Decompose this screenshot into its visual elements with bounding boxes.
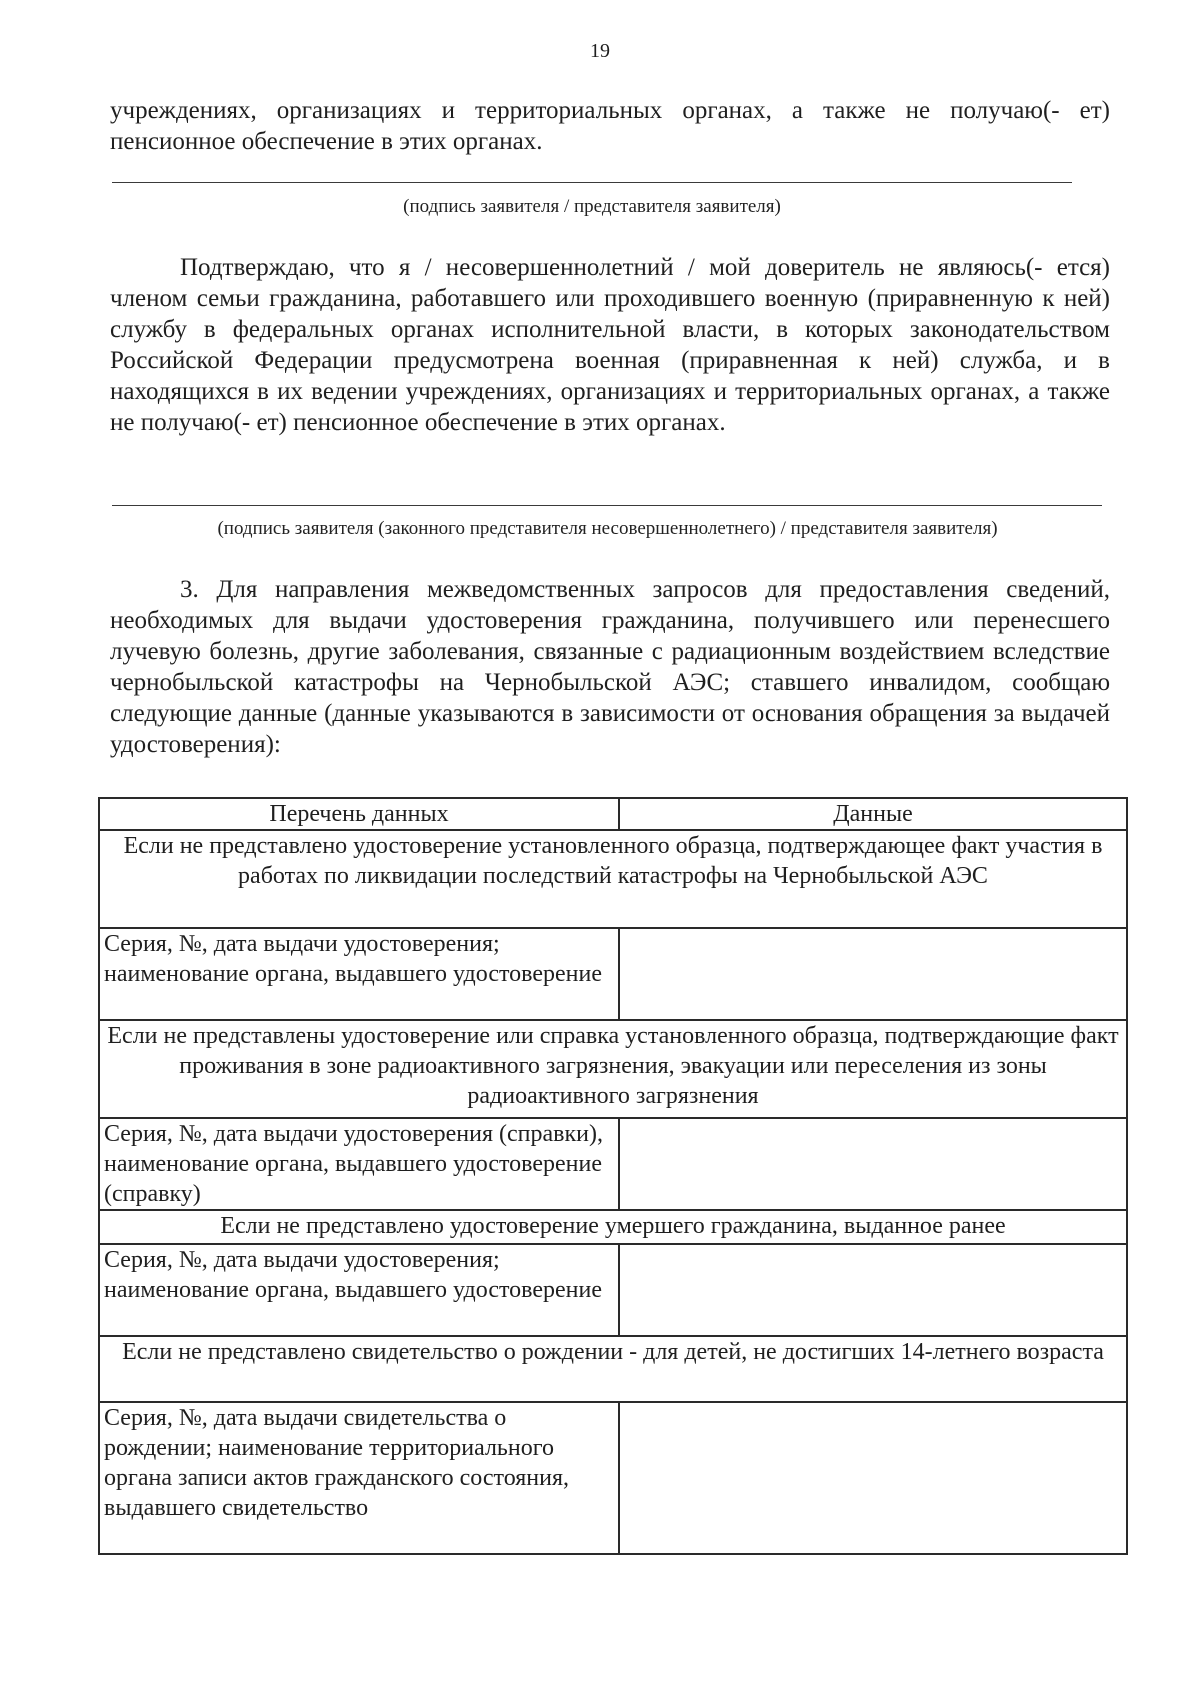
- section-row: [99, 1020, 1127, 1118]
- section-title: Если не представлено удостоверение умершего гражданина, выданное ранее: [99, 1210, 1127, 1244]
- row-label: Серия, №, дата выдачи удостоверения; наименование органа, выдавшего удостоверение: [99, 928, 619, 1020]
- header-data-list: Перечень данных: [99, 798, 619, 830]
- section-row: [99, 830, 1127, 928]
- page-number: 19: [590, 40, 610, 62]
- table-row: [99, 928, 1127, 1020]
- row-value-field[interactable]: [619, 928, 1127, 1020]
- paragraph-2: Подтверждаю, что я / несовершеннолетний / мой доверитель не являюсь(- ется) членом семьи гражданина, работавшего или проходившего военную (приравненную к ней) службу в федеральных органах исполнительной власти, в которых законодательством Российской Федерации предусмотрена военная (приравненная к ней) служба, и в находящихся в их ведении учреждениях, организациях и территориальных органах, а также не получаю(- ет) пенсионное обеспечение в этих органах.: [110, 254, 1110, 436]
- section-row: [99, 1210, 1127, 1244]
- table-header-row: [99, 798, 1127, 830]
- table-row: [99, 1244, 1127, 1336]
- signature-line-2: [112, 505, 1102, 506]
- paragraph-3: 3. Для направления межведомственных запросов для предоставления сведений, необходимых для выдачи удостоверения гражданина, получившего или перенесшего лучевую болезнь, другие заболевания, связанные с радиационным воздействием вследствие чернобыльской катастрофы на Чернобыльской АЭС; ставшего инвалидом, сообщаю следующие данные (данные указываются в зависимости от основания обращения за выдачей удостоверения):: [110, 576, 1110, 758]
- signature-line-1: [112, 182, 1072, 183]
- row-value-field[interactable]: [619, 1244, 1127, 1336]
- data-table: [98, 797, 1128, 1555]
- section-title: Если не представлены удостоверение или справка установленного образца, подтверждающие факт проживания в зоне радиоактивного загрязнения, эвакуации или переселения из зоны радиоактивного загрязнения: [99, 1020, 1127, 1118]
- section-title: Если не представлено удостоверение установленного образца, подтверждающее факт участия в работах по ликвидации последствий катастрофы на Чернобыльской АЭС: [99, 830, 1127, 928]
- signature-caption-1: (подпись заявителя / представителя заявителя): [403, 196, 781, 217]
- header-data: Данные: [619, 798, 1127, 830]
- paragraph-1: учреждениях, организациях и территориальных органах, а также не получаю(- ет) пенсионное обеспечение в этих органах.: [110, 97, 1110, 155]
- row-value-field[interactable]: [619, 1402, 1127, 1554]
- row-value-field[interactable]: [619, 1118, 1127, 1210]
- row-label: Серия, №, дата выдачи свидетельства о рождении; наименование территориального органа записи актов гражданского состояния, выдавшего свидетельство: [99, 1402, 619, 1554]
- signature-caption-2: (подпись заявителя (законного представителя несовершеннолетнего) / представителя заявителя): [217, 518, 998, 539]
- table-row: [99, 1118, 1127, 1210]
- section-title: Если не представлено свидетельство о рождении - для детей, не достигших 14-летнего возраста: [99, 1336, 1127, 1402]
- row-label: Серия, №, дата выдачи удостоверения (справки), наименование органа, выдавшего удостоверение (справку): [99, 1118, 619, 1210]
- table-row: [99, 1402, 1127, 1554]
- row-label: Серия, №, дата выдачи удостоверения; наименование органа, выдавшего удостоверение: [99, 1244, 619, 1336]
- section-row: [99, 1336, 1127, 1402]
